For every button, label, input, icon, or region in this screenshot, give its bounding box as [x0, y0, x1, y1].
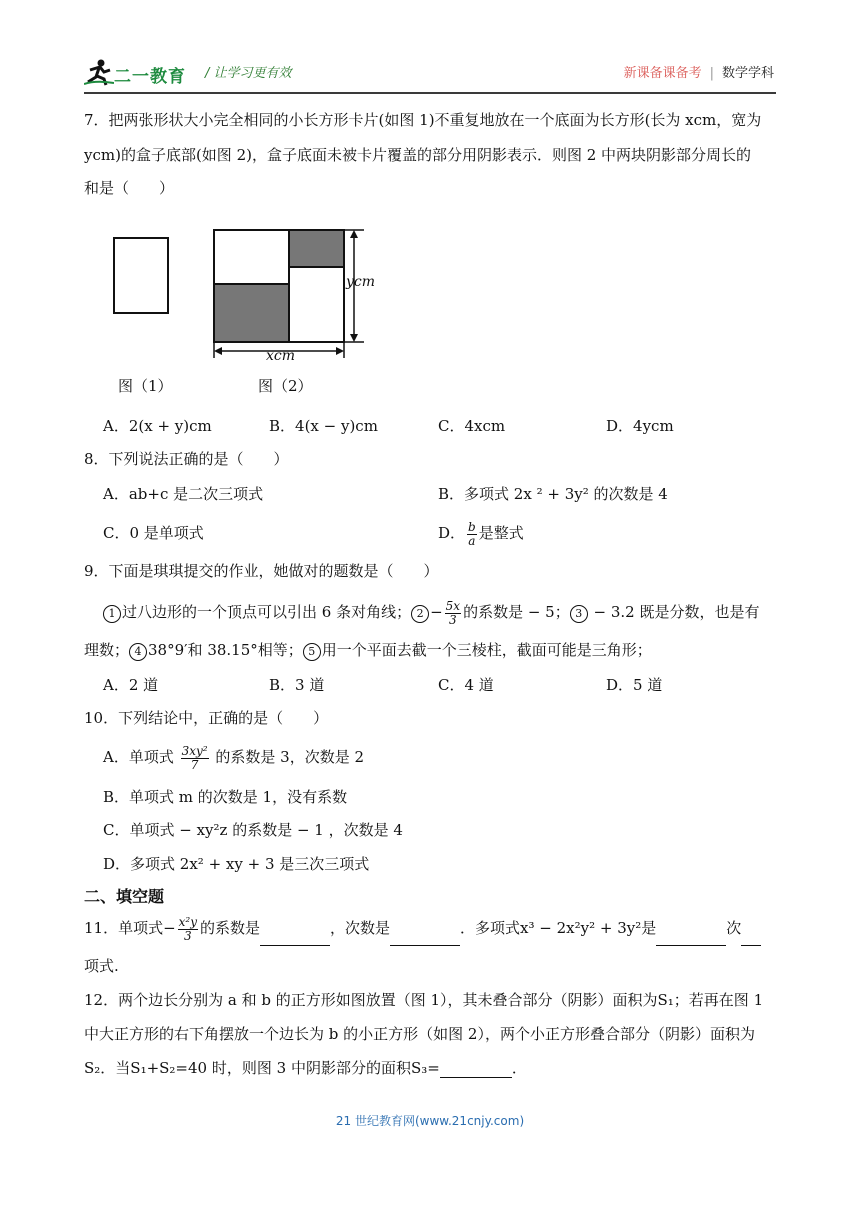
section-title-fill-blank: 二、填空题: [84, 887, 165, 906]
q8-stem: 8．下列说法正确的是（ ）: [84, 450, 289, 468]
fig2-card-top: [214, 230, 289, 284]
q9-line2: [84, 640, 652, 661]
q12-line3-end: ．: [511, 1059, 527, 1077]
q11-mid1: 的系数是: [200, 919, 261, 937]
q11-blank-2[interactable]: [390, 929, 460, 946]
q8-d-num: b: [468, 519, 476, 534]
q7-option-c: C．4xcm: [438, 417, 506, 435]
q11-pre: 11．单项式−: [84, 919, 176, 937]
q10-stem: 10．下列结论中，正确的是（ ）: [84, 709, 329, 727]
header-subject: [624, 62, 774, 81]
q11-line1: [84, 910, 761, 946]
q12-line1: 12．两个边长分别为 a 和 b 的正方形如图放置（图 1），其未叠合部分（阴影）面积为S₁；若再在图 1: [84, 991, 764, 1009]
q10-a-post: 的系数是 3，次数是 2: [210, 748, 365, 766]
q9-line2-a: 理数；: [84, 641, 130, 659]
q8-option-b-rest: ² + 3y² 的次数是 4: [536, 485, 668, 503]
q7-line1: 7．把两张形状大小完全相同的小长方形卡片(如图 1)不重复地放在一个底面为长方形(长为 xcm，宽为: [84, 111, 762, 129]
q9-line1: [103, 594, 759, 630]
q9-option-a: A．2 道: [103, 676, 159, 694]
fig1-card: [114, 238, 168, 313]
fig2-shade-top: [289, 230, 344, 267]
q10-a-num: 3xy²: [181, 743, 208, 758]
page-footer: 21 世纪教育网(www.21cnjy.com): [335, 1114, 525, 1128]
header-course-label: 新课备课备考: [623, 66, 702, 81]
q11-mid3: ．多项式x³ − 2x²y² + 3y²是: [460, 919, 657, 937]
q10-a-den: 7: [190, 757, 199, 772]
q12-line3: [84, 1058, 527, 1078]
q9-circle-4: 4: [129, 643, 147, 661]
q11-blank-1[interactable]: [260, 929, 330, 946]
q8-option-b-text: B．多项式 2x: [438, 485, 532, 503]
q9-option-d: D．5 道: [606, 676, 663, 694]
q12-line3-text: S₂．当S₁+S₂=40 时，则图 3 中阴影部分的面积S₃=: [84, 1059, 440, 1077]
q9-p2-post: 的系数是 − 5；: [463, 603, 570, 621]
xcm-label: xcm: [266, 348, 296, 364]
q10-option-c: C．单项式 − xy²z 的系数是 − 1 ，次数是 4: [103, 821, 403, 839]
q11-mid2: ，次数是: [330, 919, 391, 937]
q9-p4: 38°9′和 38.15°相等；: [148, 641, 303, 659]
q8-option-c: C．0 是单项式: [103, 524, 204, 542]
q9-p5: 用一个平面去截一个三棱柱，截面可能是三角形；: [321, 641, 652, 659]
q11-blank-3[interactable]: [656, 929, 726, 946]
fig2-card-right: [289, 267, 344, 342]
q11-den: 3: [184, 928, 192, 943]
logo: [84, 58, 189, 88]
q10-a-pre: A．单项式: [103, 748, 179, 766]
q7-option-d: D．4ycm: [606, 417, 674, 435]
q11-blank-4[interactable]: [741, 929, 761, 946]
q9-stem: 9．下面是琪琪提交的作业，她做对的题数是（ ）: [84, 562, 439, 580]
q9-p1: 过八边形的一个顶点可以引出 6 条对角线；: [122, 603, 412, 621]
q10-a-fraction: [181, 745, 209, 772]
q9-circle-1: 1: [103, 605, 121, 623]
q11-fraction: [178, 916, 198, 943]
q9-circle-3: 3: [570, 605, 588, 623]
q11-num: x²y: [178, 914, 198, 929]
q8-d-rest: 是整式: [478, 524, 524, 542]
q7-figures: [110, 222, 410, 372]
header-subject-label: 数学学科: [721, 66, 774, 81]
q8-d-den: a: [468, 533, 476, 548]
q9-circle-2: 2: [411, 605, 429, 623]
q8-option-a: A．ab+c 是二次三项式: [103, 485, 264, 503]
q10-option-d: D．多项式 2x² + xy + 3 是三次三项式: [103, 855, 370, 873]
q7-line3: 和是（ ）: [84, 179, 175, 197]
q12-blank[interactable]: [440, 1061, 512, 1078]
q7-option-a: A．2(x + y)cm: [103, 417, 212, 435]
q8-d-fraction: [467, 521, 477, 548]
slogan: / 让学习更有效: [205, 66, 292, 81]
q9-option-b: B．3 道: [269, 676, 325, 694]
page-header: [0, 0, 860, 95]
q7-option-b: B．4(x − y)cm: [269, 417, 378, 435]
q9-frac-num: 5x: [445, 598, 461, 613]
q10-option-a: [103, 740, 364, 774]
runner-logo-icon: [84, 58, 114, 86]
header-divider: [84, 92, 776, 94]
q12-line2: 中大正方形的右下角摆放一个边长为 b 的小正方形（如图 2），两个小正方形叠合部分（阴影）面积为: [84, 1025, 755, 1043]
q7-line2: ycm)的盒子底部(如图 2)，盒子底面未被卡片覆盖的部分用阴影表示．则图 2 中两块阴影部分周长的: [84, 146, 752, 164]
q11-mid4: 次: [726, 919, 742, 937]
fig2-shade-bottom: [214, 284, 289, 342]
q8-option-d: D． $\frac{b}{a}$ 是整式: [438, 519, 524, 548]
q9-fraction: [445, 600, 461, 627]
q9-circle-5: 5: [303, 643, 321, 661]
ycm-label: ycm: [346, 274, 376, 290]
q11-line2: 项式.: [84, 957, 119, 975]
fig2-label: 图（2）: [258, 377, 313, 395]
q9-p2-pre: −: [430, 603, 443, 621]
q10-option-b: B．单项式 m 的次数是 1，没有系数: [103, 788, 348, 806]
header-separator: |: [709, 66, 714, 81]
q9-option-c: C．4 道: [438, 676, 494, 694]
logo-text: 二一教育: [114, 67, 186, 87]
q8-option-b: [438, 484, 668, 504]
fig1-label: 图（1）: [118, 377, 173, 395]
q9-frac-den: 3: [449, 612, 457, 627]
q9-p3: − 3.2 既是分数，也是有: [588, 603, 760, 621]
